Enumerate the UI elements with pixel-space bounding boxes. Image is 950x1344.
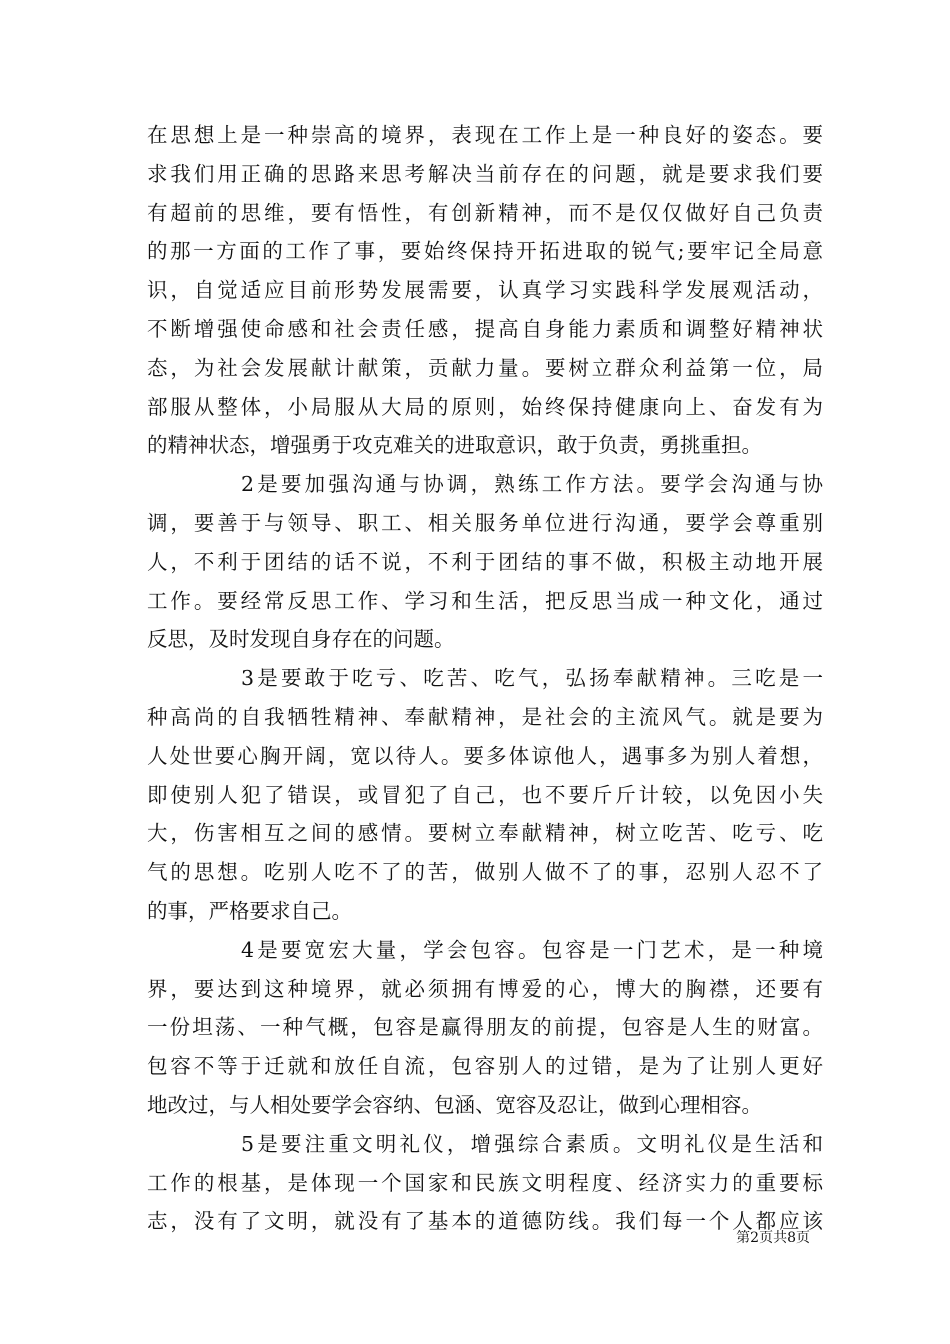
text-line: 志，没有了文明，就没有了基本的道德防线。我们每一个人都应该 — [147, 1209, 823, 1234]
text-line: 工作。要经常反思工作、学习和生活，把反思当成一种文化，通过 — [147, 588, 823, 613]
text-line: 种高尚的自我牺牲精神、奉献精神，是社会的主流风气。就是要为 — [147, 704, 823, 729]
text-line: 即使别人犯了错误，或冒犯了自己，也不要斤斤计较，以免因小失 — [147, 782, 823, 807]
paragraph-4-first-line: 4是要宽宏大量，学会包容。包容是一门艺术，是一种境 — [241, 937, 823, 962]
text-line: 反思，及时发现自身存在的问题。 — [147, 627, 455, 652]
text-line: 在思想上是一种崇高的境界，表现在工作上是一种良好的姿态。要 — [147, 123, 823, 147]
text-line: 一份坦荡、一种气概，包容是赢得朋友的前提，包容是人生的财富。 — [147, 1015, 823, 1040]
text-line: 有超前的思维，要有悟性，有创新精神，而不是仅仅做好自己负责 — [147, 200, 823, 225]
text-line: 的事，严格要求自己。 — [147, 898, 352, 923]
text-line: 气的思想。吃别人吃不了的苦，做别人做不了的事，忍别人忍不了 — [147, 860, 823, 885]
text-line: 识，自觉适应目前形势发展需要，认真学习实践科学发展观活动， — [147, 278, 823, 303]
text-line: 人处世要心胸开阔，宽以待人。要多体谅他人，遇事多为别人着想， — [147, 743, 823, 768]
text-line: 求我们用正确的思路来思考解决当前存在的问题，就是要求我们要 — [147, 161, 823, 186]
paragraph-3-first-line: 3是要敢于吃亏、吃苦、吃气，弘扬奉献精神。三吃是一 — [241, 666, 823, 691]
text-line: 的精神状态，增强勇于攻克难关的进取意识，敢于负责，勇挑重担。 — [147, 433, 762, 458]
paragraph-5-first-line: 5是要注重文明礼仪，增强综合素质。文明礼仪是生活和 — [241, 1131, 823, 1156]
text-line: 大，伤害相互之间的感情。要树立奉献精神，树立吃苦、吃亏、吃 — [147, 821, 823, 846]
text-line: 的那一方面的工作了事，要始终保持开拓进取的锐气;要牢记全局意 — [147, 239, 823, 264]
text-line: 调，要善于与领导、职工、相关服务单位进行沟通，要学会尊重别 — [147, 510, 823, 535]
text-line: 人，不利于团结的话不说，不利于团结的事不做，积极主动地开展 — [147, 549, 823, 574]
text-line: 态，为社会发展献计献策，贡献力量。要树立群众利益第一位，局 — [147, 355, 823, 380]
text-line: 包容不等于迁就和放任自流，包容别人的过错，是为了让别人更好 — [147, 1054, 823, 1079]
text-line: 界，要达到这种境界，就必须拥有博爱的心，博大的胸襟，还要有 — [147, 976, 823, 1001]
paragraph-2-first-line: 2是要加强沟通与协调，熟练工作方法。要学会沟通与协 — [241, 472, 823, 497]
page-number-footer: 第2页共8页 — [736, 1230, 810, 1246]
text-line: 地改过，与人相处要学会容纳、包涵、宽容及忍让，做到心理相容。 — [147, 1092, 762, 1117]
text-line: 工作的根基，是体现一个国家和民族文明程度、经济实力的重要标 — [147, 1170, 823, 1195]
text-line: 部服从整体，小局服从大局的原则，始终保持健康向上、奋发有为 — [147, 394, 823, 419]
document-body — [147, 116, 823, 1241]
text-line: 不断增强使命感和社会责任感，提高自身能力素质和调整好精神状 — [147, 316, 823, 341]
